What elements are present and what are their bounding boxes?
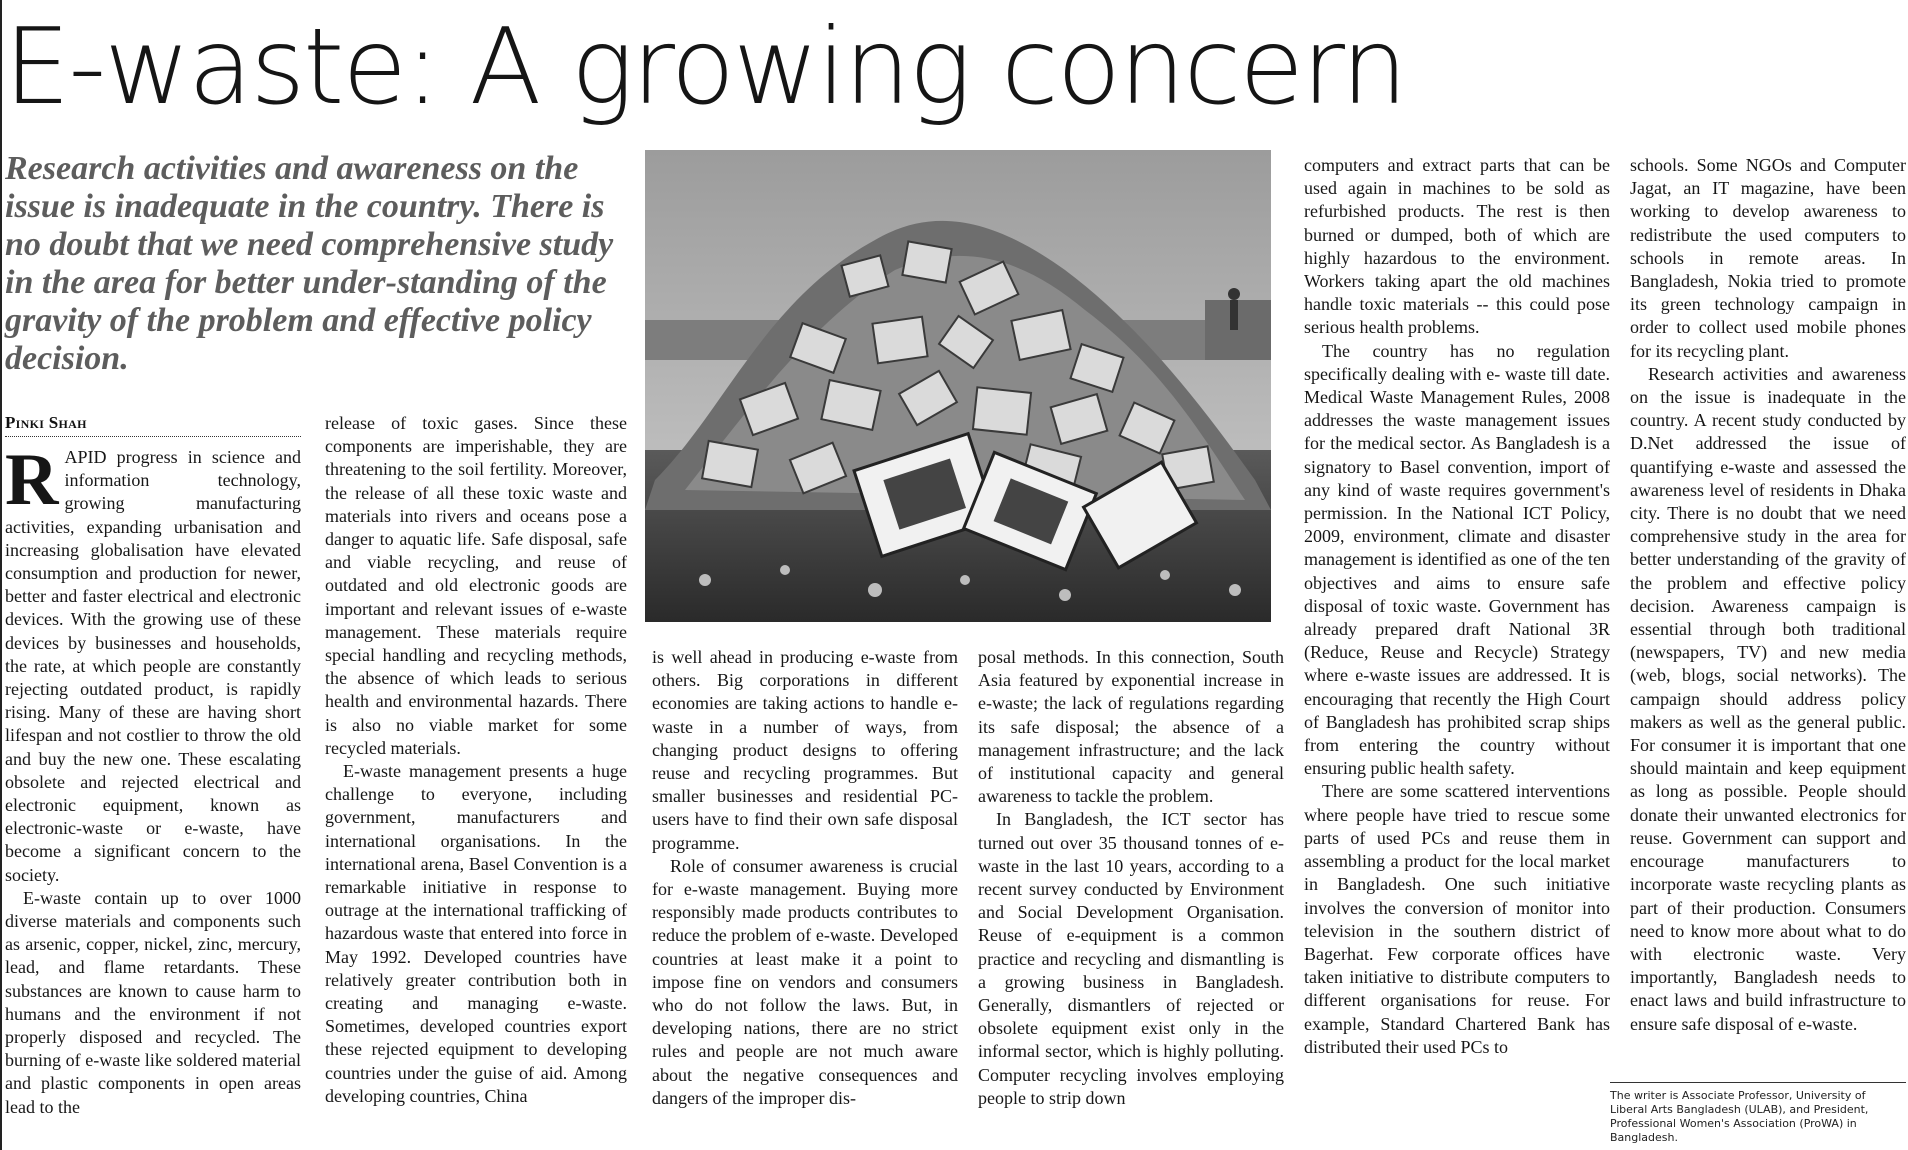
paragraph: schools. Some NGOs and Computer Jagat, an IT magazine, have been working to develop awareness to redistribute the used computers to schools in remote areas. In Bangladesh, Nokia tried to promote its green technology campaign in order to collect used mobile phones for its recycling plant. (1630, 155, 1906, 361)
paragraph: Research activities and awareness on the issue is inadequate in the country. A recent study conducted by D.Net addressed the issue of quantifying e-waste and assessed the awareness level of residents in Dhaka city. There is no doubt that we need comprehensive study in the area for better understanding of the gravity of the problem and effective policy decision. Awareness campaign is essential through both traditional (newspapers, TV) and new media (web, blogs, social networks). The campaign should address policy makers as well as the general public. For consumer it is important that one should maintain and keep equipment as long as possible. People should donate their unwanted electronics for reuse. Government can support and encourage manufacturers to incorporate waste recycling plants as part of their production. Consumers need to know more about what to do with electronic waste. Very importantly, Bangladesh needs to enact laws and build infrastructure to ensure safe disposal of e-waste. (1630, 363, 1906, 1034)
drop-cap: R (5, 446, 59, 521)
e-waste-photo (645, 150, 1271, 622)
paragraph: Role of consumer awareness is crucial for e-waste management. Buying more responsibly made products contributes to reduce the problem of e-waste. Developed countries at least make it a point to impose fine on vendors and consumers who do not follow the laws. But, in developing nations, there are no strict rules and people are not much aware about the negative consequences and dangers of the improper dis- (652, 855, 958, 1108)
article-column-2 (325, 412, 627, 1150)
article-column-3 (652, 646, 958, 1150)
paragraph: There are some scattered interventions where people have tried to rescue some parts of used PCs and reuse them in assembling a product for the local market in Bangladesh. One such initiative involves the conversion of monitor into television in the southern district of Bagerhat. Few corporate offices have taken initiative to distribute computers to different organisations for reuse. For example, Standard Chartered Bank has distributed their used PCs to (1304, 781, 1610, 1057)
paragraph: release of toxic gases. Since these components are imperishable, they are threatening to the soil fertility. Moreover, the release of all these toxic waste and materials into rivers and oceans pose a danger to aquatic life. Safe disposal, safe and viable recycling, and reuse of outdated and old electronic goods are important and relevant issues of e-waste management. These materials require special handling and recycling methods, the absence of which leads to serious health and environmental hazards. There is also no viable market for some recycled materials. (325, 413, 627, 758)
paragraph: computers and extract parts that can be used again in machines to be sold as refurbished products. The rest is then burned or dumped, both of which are highly hazardous to the environment. Workers taking apart the old machines handle toxic materials -- this could pose serious health problems. (1304, 155, 1610, 338)
scrap-pile-image (645, 150, 1271, 622)
paragraph: RAPID progress in science and information technology, growing manufacturing activities, expanding urbanisation and increasing globalisation have elevated consumption and production for newer, better and faster electrical and electronic devices. With the growing use of these devices by businesses and households, the rate, at which people are constantly rejecting outdated product, is rapidly rising. Many of these are having short lifespan and not costlier to throw the old and buy the new one. These escalating obsolete and rejected electrical and electronic equipment, known as electronic-waste or e-waste, have become a significant concern to the society. (5, 446, 301, 885)
article-column-4 (978, 646, 1284, 1150)
article-column-5 (1304, 154, 1610, 1150)
article-column-1 (5, 446, 301, 1150)
author-note: The writer is Associate Professor, University of Liberal Arts Bangladesh (ULAB), and President, Professional Women's Association (ProWA) in Bangladesh. (1610, 1082, 1906, 1145)
headline: E-waste: A growing concern (4, 6, 1406, 128)
paragraph: posal methods. In this connection, South Asia featured by exponential increase in e-waste; the lack of regulations regarding its safe disposal; the absence of a management infrastructure; and the lack of institutional capacity and general awareness to tackle the problem. (978, 647, 1284, 807)
paragraph: In Bangladesh, the ICT sector has turned out over 35 thousand tonnes of e-waste in the last 10 years, according to a recent survey conducted by Environment and Social Development Organisation. Reuse of e-equipment is a common practice and recycling and dismantling is a growing business in Bangladesh. Generally, dismantlers of rejected or obsolete equipment exist only in the informal sector, which is highly polluting. Computer recycling involves employing people to strip down (978, 809, 1284, 1108)
paragraph: The country has no regulation specifically dealing with e- waste till date. Medical Waste Management Rules, 2008 addresses the waste management issues for the medical sector. As Bangladesh is a signatory to Basel convention, import of any kind of waste requires government's permission. In the National ICT Policy, 2009, environment, climate and disaster management is identified as one of the ten objectives and aims to ensure safe disposal of toxic waste. Government has already prepared draft National 3R (Reduce, Reuse and Recycle) Strategy where e-waste issues are addressed. It is encouraging that recently the High Court of Bangladesh has prohibited scrap ships from entering the country without ensuring public health safety. (1304, 340, 1610, 779)
left-page-edge (0, 0, 2, 1150)
byline: Pinki Shah (5, 412, 301, 437)
deck-summary: Research activities and awareness on the issue is inadequate in the country. There is no doubt that we need comprehensive study in the area for better under-standing of the gravity of the problem and effective policy decision. (5, 150, 614, 377)
article-column-6 (1630, 154, 1906, 1076)
paragraph: E-waste management presents a huge challenge to everyone, including government, manufacturers and international organisations. In the international arena, Basel Convention is a remarkable initiative in response to outrage at the international trafficking of hazardous waste that entered into force in May 1992. Developed countries have relatively greater contribution both in creating and managing e-waste. Sometimes, developed countries export these rejected equipment to developing countries under the guise of aid. Among developing countries, China (325, 761, 627, 1106)
paragraph: E-waste contain up to over 1000 diverse materials and components such as arsenic, copper, nickel, zinc, mercury, lead, and flame retardants. These substances are known to cause harm to humans and the environment if not properly disposed and recycled. The burning of e-waste like soldered material and plastic components in open areas lead to the (5, 887, 301, 1117)
paragraph: is well ahead in producing e-waste from others. Big corporations in different economies are taking actions to handle e-waste in a number of ways, from changing product designs to offering reuse and recycling programmes. But smaller businesses and residential PC-users have to find their own safe disposal programme. (652, 647, 958, 853)
